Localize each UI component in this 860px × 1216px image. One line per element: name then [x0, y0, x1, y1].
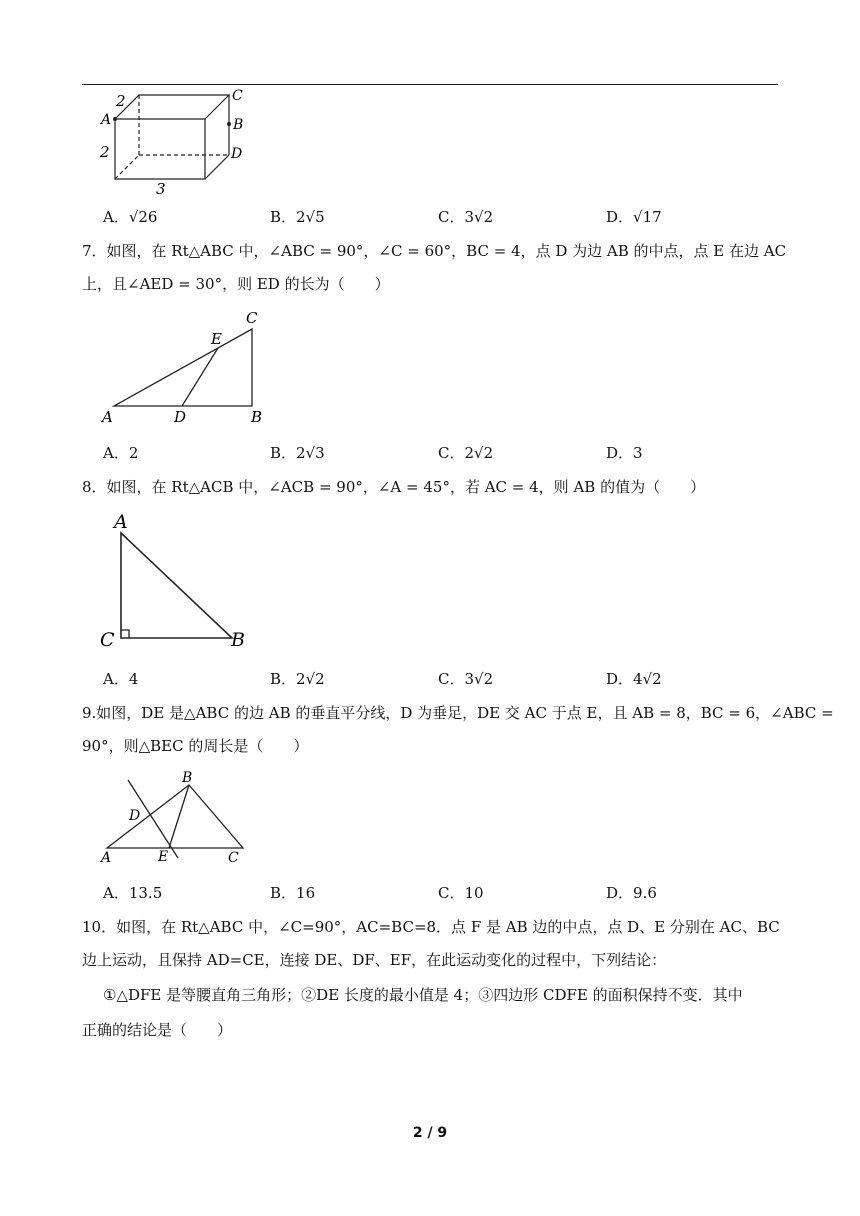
q9-option-c[interactable]: C．10 — [438, 884, 484, 902]
vertex-label-c: C — [246, 309, 258, 327]
q9-option-d[interactable]: D．9.6 — [606, 884, 657, 902]
q7-option-a[interactable]: A．2 — [103, 444, 139, 462]
q9-stem-line1: 9.如图，DE 是△ABC 的边 AB 的垂直平分线，D 为垂足，DE 交 AC 于点 E，且 AB = 8，BC = 6，∠ABC = — [82, 704, 834, 722]
vertex-label-b: B — [231, 629, 245, 651]
q8-option-b[interactable]: B．2√2 — [270, 670, 325, 688]
vertex-label-e: E — [158, 849, 169, 865]
vertex-label-b: B — [233, 117, 244, 133]
vertex-label-c: C — [232, 88, 243, 104]
q8-option-a[interactable]: A．4 — [103, 670, 139, 688]
q10-stem-line1: 10．如图，在 Rt△ABC 中，∠C=90°，AC=BC=8．点 F 是 AB 边的中点，点 D、E 分别在 AC、BC — [82, 918, 780, 936]
vertex-label-b: B — [251, 408, 263, 426]
q6-cuboid-figure — [96, 86, 266, 198]
q9-option-b[interactable]: B．16 — [270, 884, 316, 902]
vertex-label-e: E — [211, 330, 222, 348]
q10-conclusions-line: ①△DFE 是等腰直角三角形；②DE 长度的最小值是 4；③四边形 CDFE 的面积保持不变．其中 — [103, 986, 743, 1004]
edge-label-2-top: 2 — [116, 92, 126, 110]
vertex-label-c: C — [100, 629, 115, 651]
q9-option-a[interactable]: A．13.5 — [103, 884, 163, 902]
q9-stem-line2: 90°，则△BEC 的周长是（ ） — [82, 737, 309, 755]
q7-option-b[interactable]: B．2√3 — [270, 444, 325, 462]
edge-label-2-left: 2 — [100, 143, 110, 161]
q6-option-b[interactable]: B．2√5 — [270, 208, 325, 226]
point-a-dot — [113, 117, 117, 121]
vertex-label-a: A — [101, 850, 112, 866]
q7-option-d[interactable]: D．3 — [606, 444, 643, 462]
page-number: 2 / 9 — [412, 1125, 448, 1141]
vertex-label-a: A — [114, 511, 128, 533]
q10-stem-line4: 正确的结论是（ ） — [82, 1021, 233, 1039]
header-rule — [82, 84, 778, 85]
vertex-label-a: A — [102, 408, 113, 426]
q7-stem-line2: 上，且∠AED = 30°，则 ED 的长为（ ） — [82, 275, 390, 293]
q7-option-c[interactable]: C．2√2 — [438, 444, 494, 462]
q8-option-d[interactable]: D．4√2 — [606, 670, 662, 688]
q8-option-c[interactable]: C．3√2 — [438, 670, 494, 688]
q7-stem-line1: 7．如图，在 Rt△ABC 中，∠ABC = 90°，∠C = 60°，BC = 4，点 D 为边 AB 的中点，点 E 在边 AC — [82, 242, 787, 260]
q10-stem-line2: 边上运动，且保持 AD=CE，连接 DE、DF、EF，在此运动变化的过程中，下列结论： — [82, 951, 667, 969]
vertex-label-b: B — [182, 770, 193, 786]
q7-triangle-figure — [98, 310, 270, 426]
q8-triangle-figure — [98, 508, 258, 654]
q6-option-c[interactable]: C．3√2 — [438, 208, 494, 226]
q8-stem-line1: 8．如图，在 Rt△ACB 中，∠ACB = 90°，∠A = 45°，若 AC = 4，则 AB 的值为（ ） — [82, 478, 706, 496]
point-b-dot — [227, 122, 231, 126]
vertex-label-d: D — [231, 146, 243, 162]
q9-triangle-figure — [98, 768, 254, 868]
vertex-label-d: D — [129, 808, 141, 824]
q6-option-a[interactable]: A．√26 — [103, 208, 158, 226]
vertex-label-c: C — [228, 850, 239, 866]
q6-option-d[interactable]: D．√17 — [606, 208, 662, 226]
edge-label-3-bottom: 3 — [156, 180, 166, 198]
vertex-label-a: A — [101, 112, 112, 128]
vertex-label-d: D — [174, 408, 187, 426]
